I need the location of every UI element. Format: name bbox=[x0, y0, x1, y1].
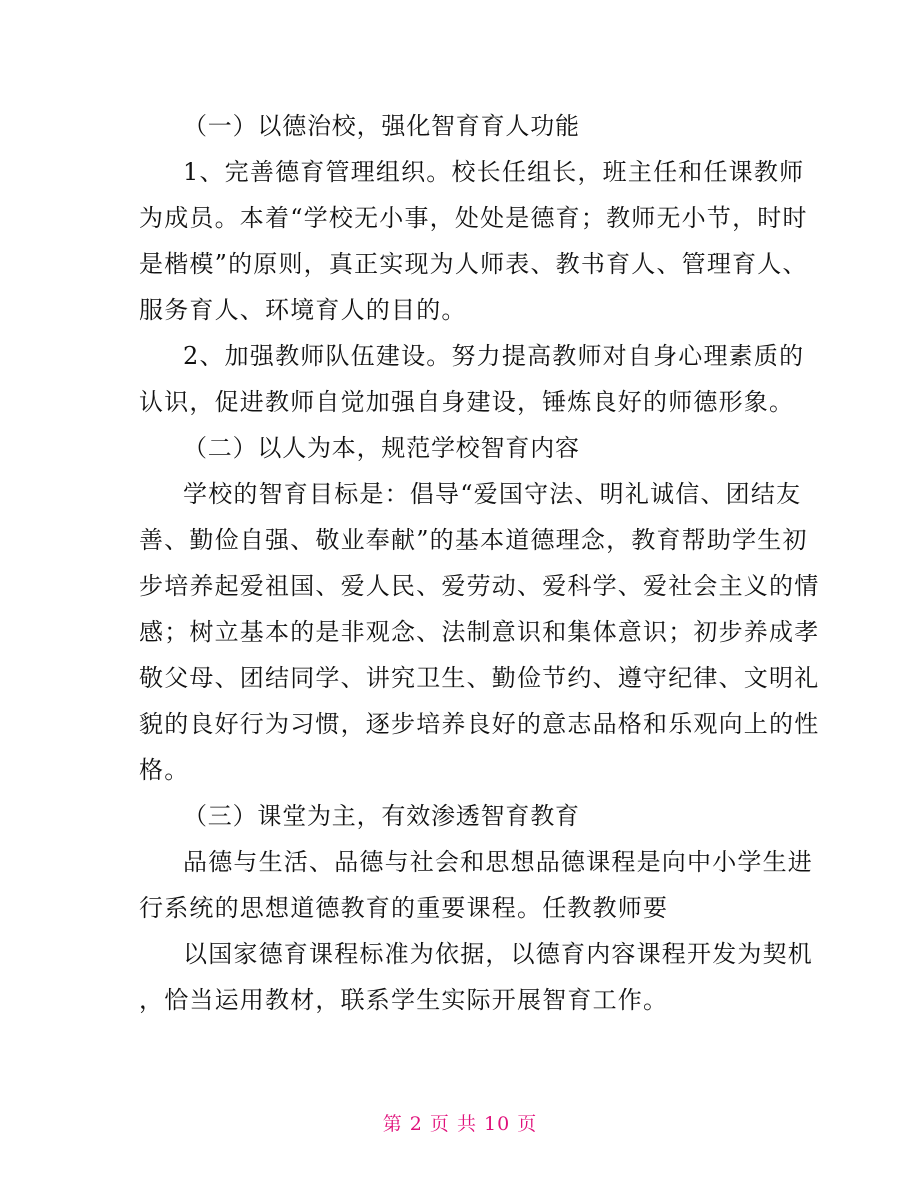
paragraph-line: 认识，促进教师自觉加强自身建设，锤炼良好的师德形象。 bbox=[139, 388, 795, 416]
section-heading-3: （三）课堂为主，有效渗透智育教育 bbox=[183, 802, 580, 830]
paragraph-line: 服务育人、环境育人的目的。 bbox=[139, 296, 467, 324]
paragraph-line: 步培养起爱祖国、爱人民、爱劳动、爱科学、爱社会主义的情 bbox=[139, 572, 820, 600]
paragraph-line: 感；树立基本的是非观念、法制意识和集体意识；初步养成孝 bbox=[139, 618, 820, 646]
paragraph-line: 学校的智育目标是：倡导“爱国守法、明礼诚信、团结友 bbox=[183, 480, 802, 508]
paragraph-line: 善、勤俭自强、敬业奉献”的基本道德理念，教育帮助学生初 bbox=[139, 526, 808, 554]
paragraph-line: 为成员。本着“学校无小事，处处是德育；教师无小节，时时 bbox=[139, 204, 808, 232]
paragraph-line: 2、加强教师队伍建设。努力提高教师对自身心理素质的 bbox=[183, 342, 805, 370]
section-heading-1: （一）以德治校，强化智育育人功能 bbox=[183, 112, 580, 140]
paragraph-line: 品德与生活、品德与社会和思想品德课程是向中小学生进 bbox=[183, 848, 813, 876]
paragraph-line: 行系统的思想道德教育的重要课程。任教教师要 bbox=[139, 894, 669, 922]
paragraph-line: ，恰当运用教材，联系学生实际开展智育工作。 bbox=[139, 986, 669, 1014]
section-heading-2: （二）以人为本，规范学校智育内容 bbox=[183, 434, 580, 462]
paragraph-line: 敬父母、团结同学、讲究卫生、勤俭节约、遵守纪律、文明礼 bbox=[139, 664, 820, 692]
paragraph-line: 貌的良好行为习惯，逐步培养良好的意志品格和乐观向上的性 bbox=[139, 710, 820, 738]
paragraph-line: 以国家德育课程标准为依据，以德育内容课程开发为契机 bbox=[183, 940, 813, 968]
paragraph-line: 1、完善德育管理组织。校长任组长，班主任和任课教师 bbox=[183, 158, 805, 186]
paragraph-line: 格。 bbox=[139, 756, 190, 784]
page-number-footer: 第 2 页 共 10 页 bbox=[382, 1113, 538, 1135]
paragraph-line: 是楷模”的原则，真正实现为人师表、教书育人、管理育人、 bbox=[139, 250, 808, 278]
